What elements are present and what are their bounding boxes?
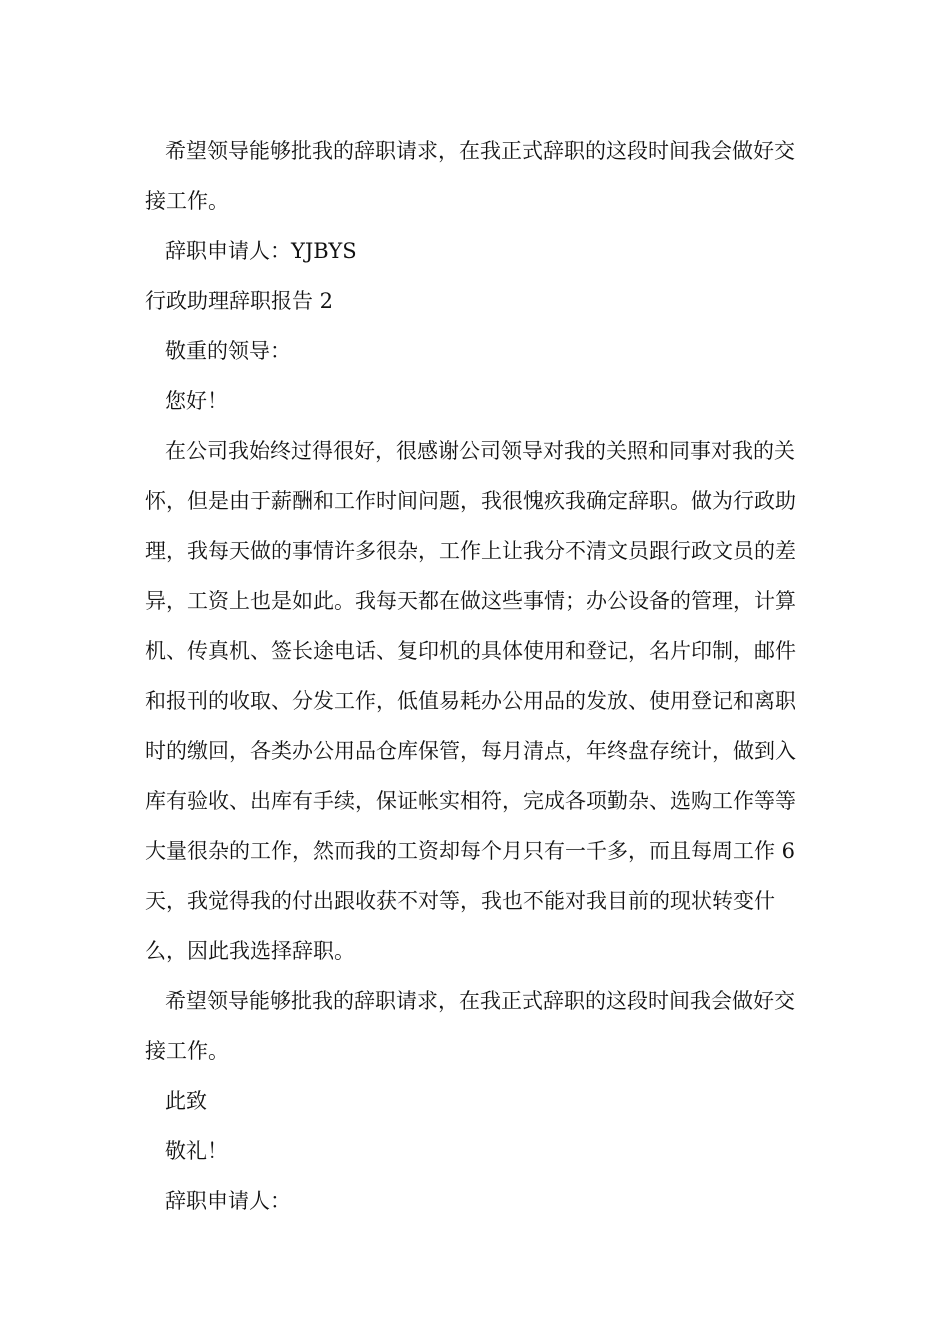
document-body bbox=[145, 126, 809, 1226]
paragraph-applicant-signature: 辞职申请人：YJBYS bbox=[165, 239, 357, 263]
paragraph-regards: 敬礼！ bbox=[165, 1139, 228, 1163]
section-heading: 行政助理辞职报告 2 bbox=[145, 289, 334, 313]
paragraph-closing: 此致 bbox=[165, 1089, 207, 1113]
paragraph-main-body: 在公司我始终过得很好，很感谢公司领导对我的关照和同事对我的关怀，但是由于薪酬和工作时间问题，我很愧疚我确定辞职。做为行政助理，我每天做的事情许多很杂，工作上让我分不清文员跟行政文员的差异，工资上也是如此。我每天都在做这些事情；办公设备的管理，计算机、传真机、签长途电话、复印机的具体使用和登记，名片印制，邮件和报刊的收取、分发工作，低值易耗办公用品的发放、使用登记和离职时的缴回，各类办公用品仓库保管，每月清点，年终盘存统计，做到入库有验收、出库有手续，保证帐实相符，完成各项勤杂、选购工作等等大量很杂的工作，然而我的工资却每个月只有一千多，而且每周工作 6 天，我觉得我的付出跟收获不对等，我也不能对我目前的现状转变什么，因此我选择辞职。 bbox=[145, 439, 802, 963]
paragraph-applicant-label: 辞职申请人： bbox=[165, 1189, 291, 1213]
paragraph-hope-approval-2: 希望领导能够批我的辞职请求，在我正式辞职的这段时间我会做好交接工作。 bbox=[145, 989, 795, 1063]
paragraph-greeting: 您好！ bbox=[165, 389, 228, 413]
paragraph-salutation: 敬重的领导： bbox=[165, 339, 291, 363]
paragraph-hope-approval: 希望领导能够批我的辞职请求，在我正式辞职的这段时间我会做好交接工作。 bbox=[145, 139, 795, 213]
